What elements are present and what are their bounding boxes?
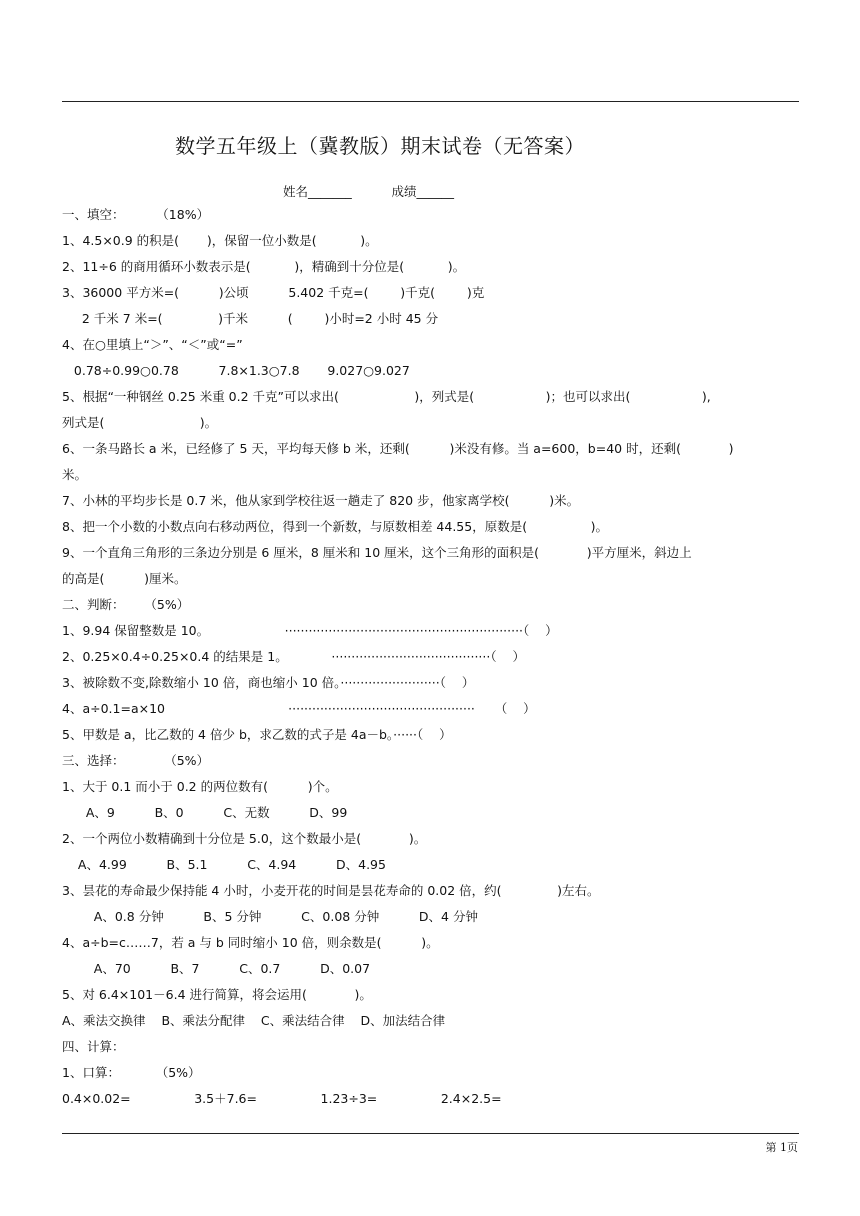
exam-line: 1、口算： （5%） (62, 1065, 201, 1080)
exam-line: A、70 B、7 C、0.7 D、0.07 (62, 961, 371, 976)
exam-line: A、0.8 分钟 B、5 分钟 C、0.08 分钟 D、4 分钟 (62, 909, 478, 924)
exam-line: 一、填空： （18%） (62, 207, 210, 222)
exam-line: A、4.99 B、5.1 C、4.94 D、4.95 (62, 857, 386, 872)
exam-line: 列式是( )。 (62, 415, 218, 430)
exam-line: 二、判断： （5%） (62, 597, 190, 612)
exam-line: 2、一个两位小数精确到十分位是 5.0，这个数最小是( )。 (62, 831, 427, 846)
exam-line: 0.4×0.02= 3.5＋7.6= 1.23÷3= 2.4×2.5= (62, 1091, 502, 1106)
exam-line: 2、11÷6 的商用循环小数表示是( )，精确到十分位是( )。 (62, 259, 466, 274)
top-rule (62, 101, 799, 102)
bottom-rule (62, 1133, 799, 1134)
exam-line: A、9 B、0 C、无数 D、99 (62, 805, 348, 820)
exam-line: 的高是( )厘米。 (62, 571, 187, 586)
exam-line: 9、一个直角三角形的三条边分别是 6 厘米，8 厘米和 10 厘米，这个三角形的面积是( )平方厘米，斜边上 (62, 545, 692, 560)
exam-line: 0.78÷0.99○0.78 7.8×1.3○7.8 9.027○9.027 (62, 363, 410, 378)
exam-line: 3、被除数不变,除数缩小 10 倍，商也缩小 10 倍。·························（ ） (62, 675, 475, 690)
exam-line: 米。 (62, 467, 88, 482)
exam-line: 5、对 6.4×101－6.4 进行简算，将会运用( )。 (62, 987, 372, 1002)
exam-line: 4、a÷b=c……7，若 a 与 b 同时缩小 10 倍，则余数是( )。 (62, 935, 439, 950)
page-title: 数学五年级上（冀教版）期末试卷（无答案） (175, 134, 585, 158)
exam-line: 5、根据“一种钢丝 0.25 米重 0.2 千克”可以求出( )，列式是( )；也可以求出( ), (62, 389, 711, 404)
exam-line: 四、计算： (62, 1039, 125, 1054)
exam-line: 1、9.94 保留整数是 10。 ····························································（ ） (62, 623, 558, 638)
exam-line: 2、0.25×0.4÷0.25×0.4 的结果是 1。 ········································（ ） (62, 649, 525, 664)
exam-line: 三、选择： （5%） (62, 753, 210, 768)
exam-line: 5、甲数是 a，比乙数的 4 倍少 b，求乙数的式子是 4a－b。······（ ） (62, 727, 452, 742)
exam-line: 7、小林的平均步长是 0.7 米，他从家到学校往返一趟走了 820 步，他家离学校( )米。 (62, 493, 580, 508)
exam-line: 3、昙花的寿命最少保持能 4 小时，小麦开花的时间是昙花寿命的 0.02 倍，约( )左右。 (62, 883, 600, 898)
exam-line: A、乘法交换律 B、乘法分配律 C、乘法结合律 D、加法结合律 (62, 1013, 446, 1028)
exam-line: 4、a÷0.1=a×10 ··············································· （ ） (62, 701, 536, 716)
exam-line: 8、把一个小数的小数点向右移动两位，得到一个新数，与原数相差 44.55，原数是( )。 (62, 519, 609, 534)
exam-line: 6、一条马路长 a 米，已经修了 5 天，平均每天修 b 米，还剩( )米没有修。当 a=600，b=40 时，还剩( ) (62, 441, 734, 456)
exam-line: 1、大于 0.1 而小于 0.2 的两位数有( )个。 (62, 779, 338, 794)
exam-line: 2 千米 7 米=( )千米 ( )小时=2 小时 45 分 (62, 311, 439, 326)
exam-line: 1、4.5×0.9 的积是( )，保留一位小数是( )。 (62, 233, 378, 248)
exam-line: 3、36000 平方米=( )公顷 5.402 千克=( )千克( )克 (62, 285, 485, 300)
page-number: 第 1页 (765, 1141, 798, 1154)
name-score-line: 姓名_______ 成绩______ (283, 184, 454, 199)
exam-line: 4、在○里填上“＞”、“＜”或“=” (62, 337, 243, 352)
